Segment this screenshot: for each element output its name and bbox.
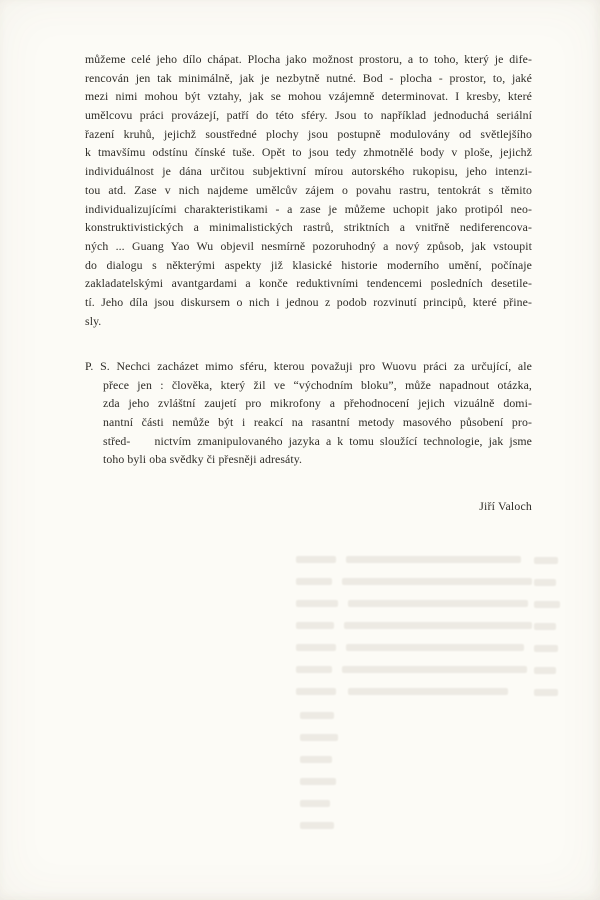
ghost-text-fragment: [300, 712, 334, 719]
text-line: nantní části nemůže být i reakcí na rasantní metody masového působení pro-: [103, 415, 532, 430]
text-line: do dialogu s některými aspekty již klasické historie moderního umění, počínaje: [85, 257, 532, 272]
ghost-text-fragment: [534, 623, 556, 630]
author-signature: Jiří Valoch: [479, 499, 532, 513]
ghost-text-fragment: [300, 778, 336, 785]
ghost-text-fragment: [534, 601, 560, 608]
body-paragraph: [85, 50, 532, 330]
text-line: zakladatelskými avantgardami a konče reduktivními tendencemi posledních desetile-: [85, 276, 532, 291]
ghost-text-fragment: [534, 645, 558, 652]
text-line: střed- nictvím zmanipulovaného jazyka a k tomu sloužící technologie, jak jsme: [103, 433, 532, 448]
text-line: tí. Jeho díla jsou diskursem o nich i jednou z podob rozvinutí principů, které přine-: [85, 294, 532, 309]
ghost-text-fragment: [534, 689, 558, 696]
text-line: konstruktivistických a minimalistických rastrů, striktních a vnitřně nediferencova-: [85, 220, 532, 235]
ghost-text-fragment: [346, 644, 524, 651]
text-line: umělcovu práci provázejí, patří do této sféry. Jsou to například jednoduchá seriální: [85, 108, 532, 123]
text-line: P. S. Nechci zacházet mimo sféru, kterou považuji pro Wuovu práci za určující, ale: [85, 359, 532, 373]
ghost-text-fragment: [296, 666, 332, 673]
ghost-text-fragment: [300, 734, 338, 741]
ghost-text-fragment: [346, 556, 521, 563]
ghost-text-fragment: [296, 556, 336, 563]
text-line: individualizujícími charakteristikami - a zase je můžeme uchopit jako protipól neo-: [85, 201, 532, 216]
ghost-text-fragment: [348, 688, 508, 695]
ghost-text-fragment: [296, 578, 332, 585]
ghost-text-fragment: [296, 600, 338, 607]
text-line: individuálnost je dána určitou subjektivní mírou autorského rukopisu, jeho intenzi-: [85, 164, 532, 179]
text-line: přece jen : člověka, který žil ve “východním bloku”, může napadnout otázka,: [103, 377, 532, 392]
ghost-text-fragment: [296, 644, 336, 651]
text-line: k tmavšímu odstínu čínské tuše. Opět to jsou tedy zhmotnělé body v ploše, jejichž: [85, 145, 532, 160]
ghost-text-fragment: [348, 600, 528, 607]
ghost-text-fragment: [342, 666, 527, 673]
ghost-text-fragment: [534, 667, 556, 674]
ghost-text-fragment: [300, 800, 330, 807]
ghost-text-fragment: [342, 578, 532, 585]
text-line: rencován jen tak minimálně, jak je nezbytně nutné. Bod - plocha - prostor, to, jaké: [85, 70, 532, 85]
text-line: můžeme celé jeho dílo chápat. Plocha jako možnost prostoru, a to toho, který je dife-: [85, 52, 532, 66]
text-line: tou atd. Zase v nich najdeme umělcův zájem o povahu rastru, tentokrát s těmito: [85, 182, 532, 197]
text-line: zda jeho zvláštní zaujetí pro mikrofony a přehodnocení jejich vizuálně domi-: [103, 396, 532, 411]
text-line: sly.: [85, 313, 102, 328]
text-line: ných ... Guang Yao Wu objevil nesmírně pozoruhodný a nový způsob, jak vstoupit: [85, 238, 532, 253]
ghost-text-fragment: [300, 756, 332, 763]
ghost-text-fragment: [300, 822, 334, 829]
ghost-text-fragment: [296, 622, 334, 629]
ghost-text-fragment: [344, 622, 532, 629]
ghost-text-fragment: [534, 579, 556, 586]
text-line: řazení kruhů, jejichž soustředné plochy jsou postupně modulovány od světlejšího: [85, 126, 532, 141]
ghost-text-fragment: [296, 688, 336, 695]
text-line: toho byli oba svědky či přesněji adresáty.: [103, 452, 303, 467]
text-line: mezi nimi mohou být vztahy, jak se mohou vzájemně determinovat. I kresby, které: [85, 89, 532, 104]
ghost-text-fragment: [534, 557, 558, 564]
postscript-paragraph: [85, 357, 532, 469]
